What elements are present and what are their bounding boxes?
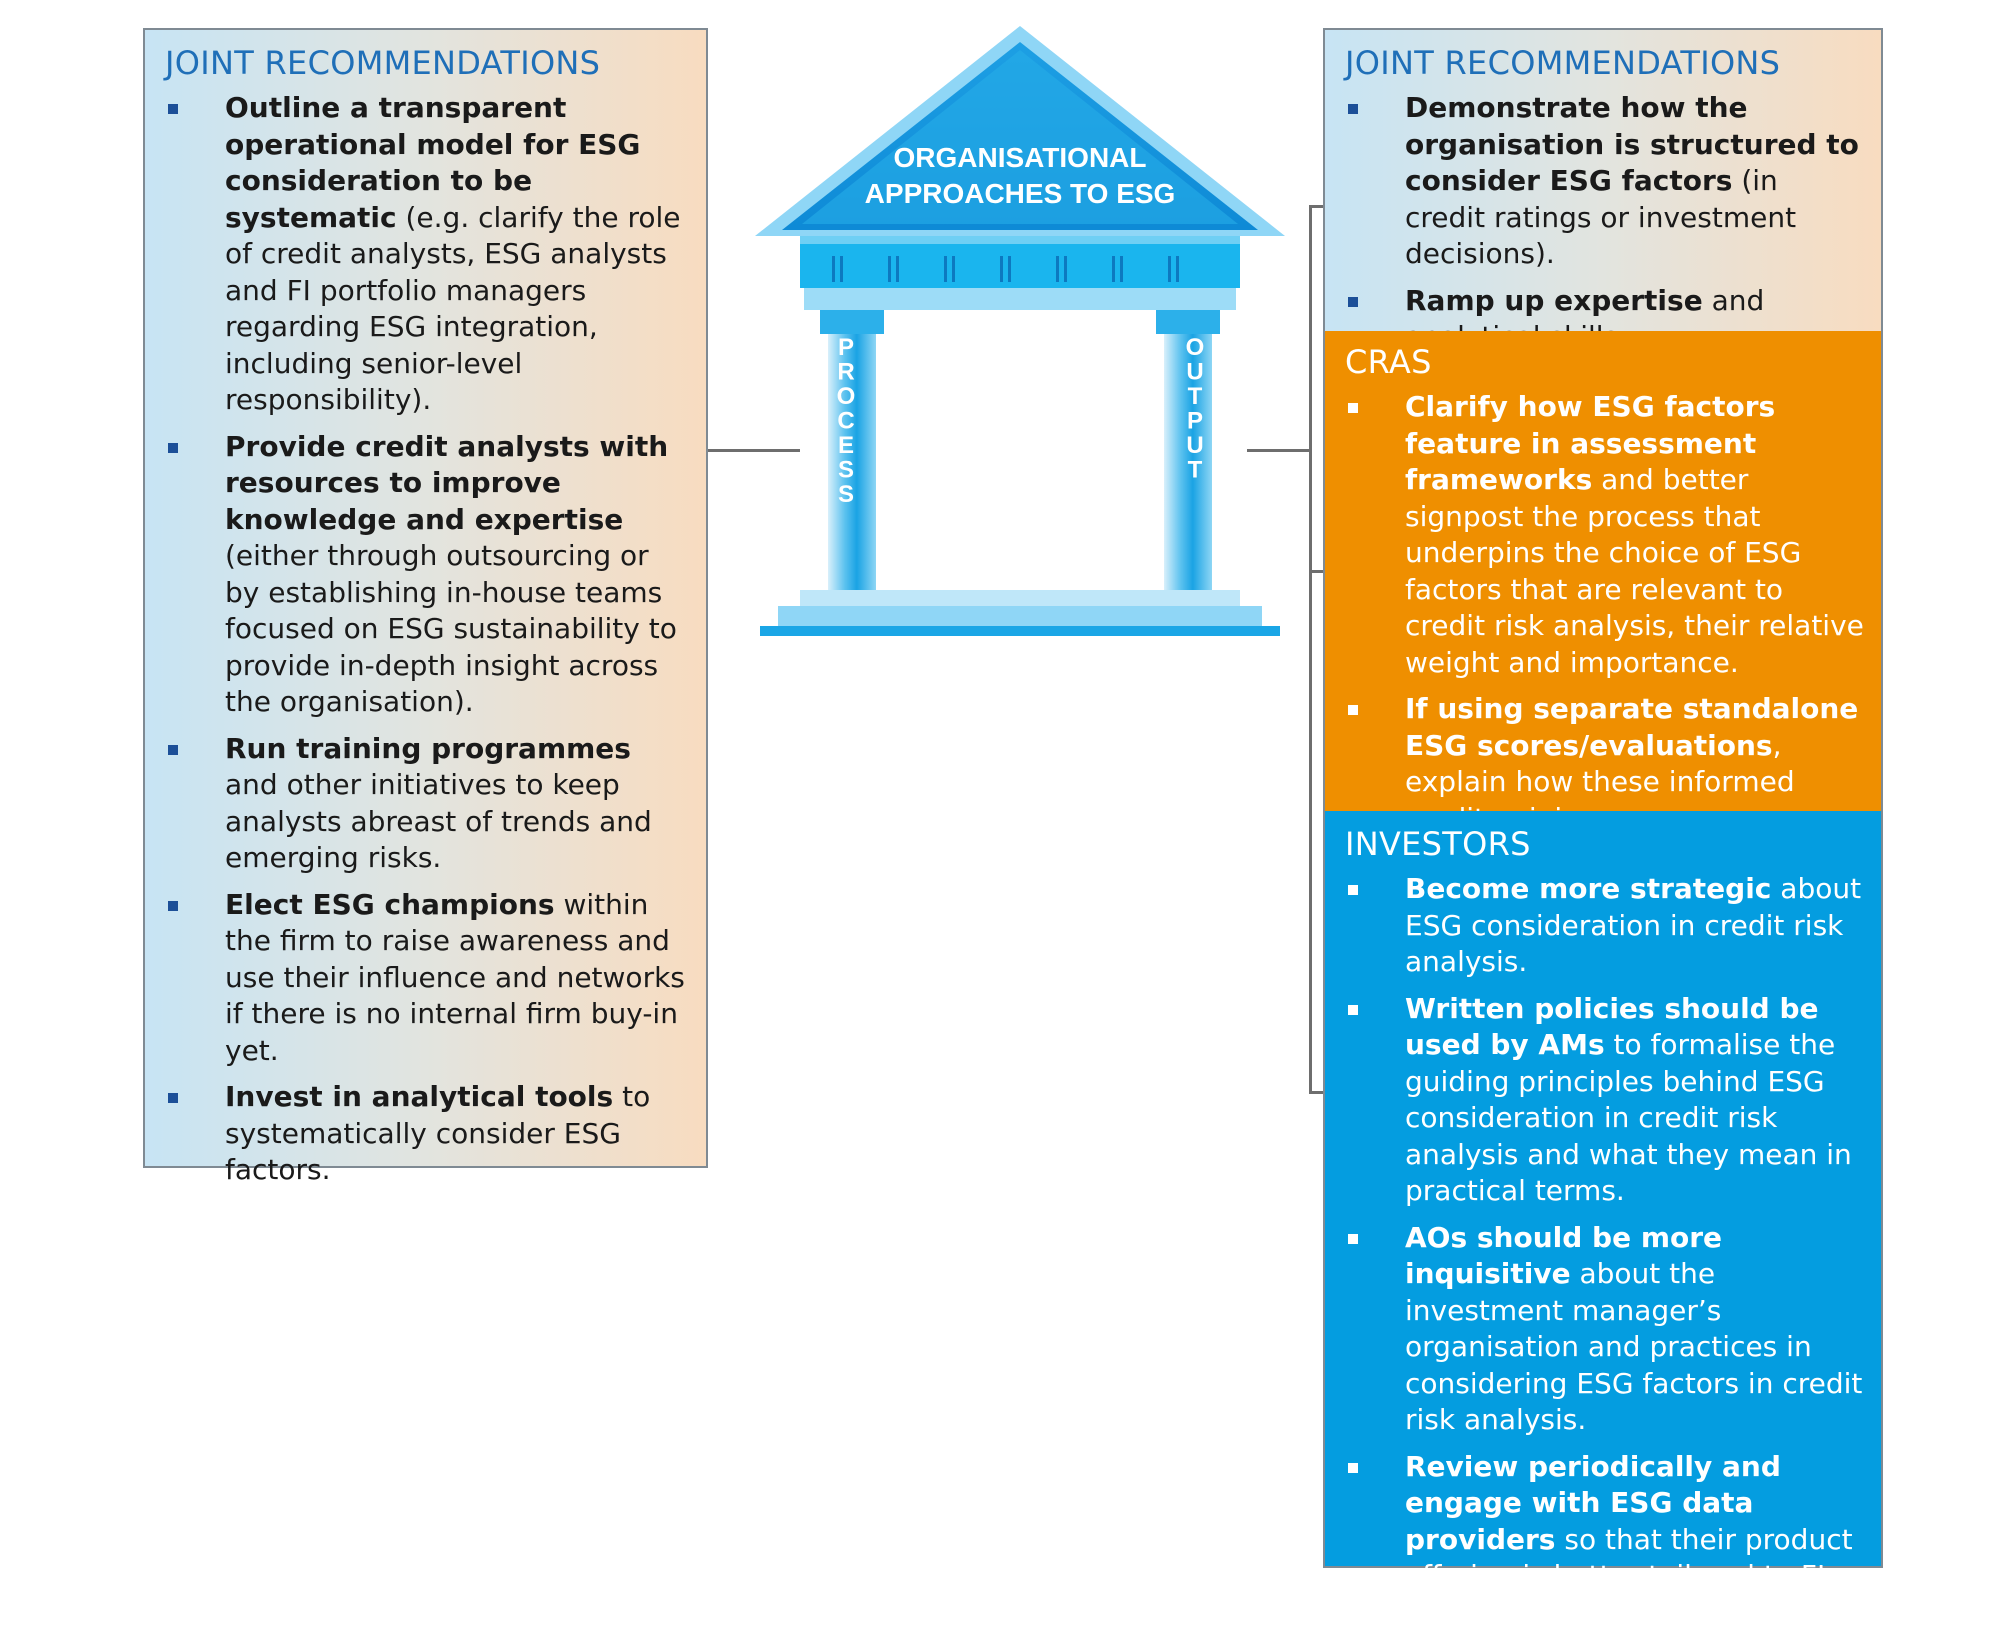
item-text: (e.g. clarify the role of credit analysts, ESG analysts and FI portfolio managers regarding ESG integration, including senior-level responsibility).	[225, 201, 680, 417]
square-bullet-icon	[1348, 705, 1358, 715]
list-item	[165, 1079, 688, 1189]
temple-step-mid	[778, 606, 1262, 626]
temple-base	[760, 626, 1280, 636]
pillar-letter: P	[1187, 408, 1203, 435]
panel-heading: JOINT RECOMMENDATIONS	[1345, 44, 1865, 82]
list-item	[165, 429, 688, 721]
temple-step-top	[800, 590, 1240, 606]
panel-heading: JOINT RECOMMENDATIONS	[165, 44, 688, 82]
square-bullet-icon	[168, 104, 178, 114]
list-item	[165, 90, 688, 419]
right-connector-line	[1247, 449, 1311, 452]
item-text: , explain how these informed	[1405, 729, 1795, 835]
output-pillar-label	[1186, 334, 1205, 484]
item-bold-text: Invest in analytical tools	[225, 1080, 613, 1113]
recommendation-list	[1345, 871, 1865, 1631]
item-bold-text: Written policies should be used by AMs	[1405, 992, 1819, 1062]
square-bullet-icon	[1348, 1005, 1358, 1015]
cras-panel	[1323, 331, 1883, 811]
process-pillar-label	[837, 334, 856, 508]
square-bullet-icon	[168, 1093, 178, 1103]
square-bullet-icon	[168, 901, 178, 911]
left-connector-line	[708, 449, 800, 452]
pillar-letter: O	[1186, 334, 1205, 361]
panel-heading: INVESTORS	[1345, 825, 1865, 863]
right-joint-recommendations-panel	[1323, 28, 1883, 331]
item-text: (in credit ratings or investment decisions).	[1405, 164, 1796, 270]
pillar-letter: S	[838, 457, 854, 484]
list-item	[1345, 1449, 1865, 1631]
pillar-letter: P	[838, 334, 854, 361]
pillar-letter: T	[1188, 457, 1203, 484]
square-bullet-icon	[168, 443, 178, 453]
recommendation-list	[165, 90, 688, 1189]
item-bold-text: Provide credit analysts with resources to improve knowledge and expertise	[225, 430, 668, 536]
list-item	[165, 731, 688, 877]
recommendation-list	[1345, 90, 1865, 356]
item-bold-text: Run training programmes	[225, 732, 631, 765]
square-bullet-icon	[168, 745, 178, 755]
temple-graphic	[740, 20, 1300, 660]
list-item	[1345, 991, 1865, 1210]
item-text: about the investment manager’s organisation and practices in considering ESG factors in credit risk analysis.	[1405, 1257, 1862, 1436]
item-text: to formalise the guiding principles behind ESG consideration in credit risk analysis and what they mean in practical terms.	[1405, 1028, 1852, 1207]
right-column-capital	[1156, 310, 1220, 334]
list-item	[1345, 1220, 1865, 1439]
list-item	[165, 887, 688, 1070]
item-text: about ESG consideration in credit risk analysis.	[1405, 872, 1861, 978]
square-bullet-icon	[1348, 104, 1358, 114]
item-bold-text: Become more strategic	[1405, 872, 1771, 905]
recommendation-list	[1345, 389, 1865, 837]
panel-heading: CRAS	[1345, 343, 1865, 381]
pillar-letter: E	[838, 432, 854, 459]
temple-title-line2: APPROACHES TO ESG	[865, 178, 1176, 209]
square-bullet-icon	[1348, 1463, 1358, 1473]
list-item	[1345, 389, 1865, 681]
item-text: and	[1405, 284, 1764, 354]
bracket-vertical	[1309, 205, 1312, 1094]
pillar-letter: T	[1188, 383, 1203, 410]
item-bold-text: Clarify how ESG factors feature in assessment frameworks	[1405, 390, 1775, 496]
square-bullet-icon	[1348, 403, 1358, 413]
left-joint-recommendations-panel	[143, 28, 708, 1168]
item-bold-text: Demonstrate how the organisation is structured to consider ESG factors	[1405, 91, 1859, 197]
item-bold-text: Review periodically and engage with ESG data providers	[1405, 1450, 1781, 1556]
item-bold-text: AOs should be more inquisitive	[1405, 1221, 1722, 1291]
item-text: and better signpost the process that underpins the choice of ESG factors that are relevant to credit risk analysis, their relative weight and importance.	[1405, 463, 1864, 679]
pillar-letter: S	[838, 481, 854, 508]
pillar-letter: O	[837, 383, 856, 410]
pillar-letter: U	[1186, 359, 1203, 386]
item-text: so that their product offering is better tailored to FI investors.	[1405, 1523, 1853, 1629]
pillar-letter: U	[1186, 432, 1203, 459]
item-bold-text: Elect ESG champions	[225, 888, 555, 921]
square-bullet-icon	[1348, 297, 1358, 307]
item-text: within the firm to raise awareness and use their influence and networks if there is no internal firm buy-in yet.	[225, 888, 685, 1067]
list-item	[1345, 871, 1865, 981]
pillar-letter: R	[837, 359, 854, 386]
pillar-letter: C	[837, 408, 854, 435]
item-text: (either through outsourcing or by establishing in-house teams focused on ESG sustainability to provide in-depth insight across the organisation).	[225, 539, 677, 718]
list-item	[1345, 90, 1865, 273]
item-text: to systematically consider ESG factors.	[225, 1080, 650, 1186]
item-bold-text: If using separate standalone ESG scores/evaluations	[1405, 692, 1858, 762]
item-text: and other initiatives to keep analysts abreast of trends and emerging risks.	[225, 768, 652, 874]
item-bold-text: Outline a transparent operational model for ESG consideration to be systematic	[225, 91, 640, 234]
square-bullet-icon	[1348, 885, 1358, 895]
square-bullet-icon	[1348, 1234, 1358, 1244]
item-bold-text: Ramp up expertise	[1405, 284, 1703, 317]
temple-title-line1: ORGANISATIONAL	[893, 142, 1146, 173]
left-column-capital	[820, 310, 884, 334]
investors-panel	[1323, 811, 1883, 1568]
